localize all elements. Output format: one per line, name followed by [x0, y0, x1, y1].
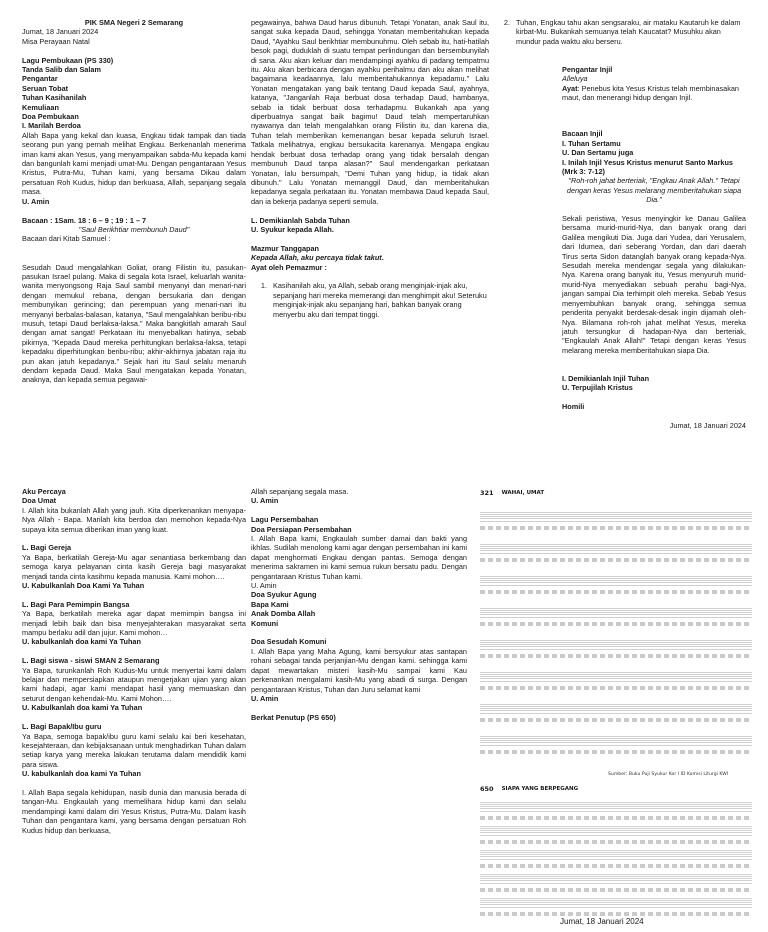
page2-column-2	[251, 487, 467, 722]
music-stave	[480, 850, 752, 861]
kyrie: Tuhan Kasihanilah	[22, 93, 87, 103]
lyric-line	[480, 590, 752, 594]
psalm-refrain-end: .	[381, 253, 384, 263]
verse-label: Ayat	[562, 83, 578, 93]
psalm-verse-2-number: 2.	[503, 18, 510, 27]
offertory-song: Lagu Persembahan	[251, 515, 319, 525]
hymn-650-header	[480, 786, 752, 793]
let-us-pray: I. Marilah Berdoa	[22, 121, 81, 131]
first-reading-from: Bacaan dari Kitab Samuel :	[22, 234, 111, 244]
music-stave	[480, 608, 752, 619]
psalm-verse-2	[494, 18, 746, 46]
mass-event: Misa Perayaan Natal	[22, 36, 90, 46]
lyric-line	[480, 686, 752, 690]
music-stave	[480, 898, 752, 909]
gloria: Kemuliaan	[22, 102, 59, 112]
mass-date: Jumat, 18 Januari 2024	[22, 27, 99, 37]
lyric-line	[480, 864, 752, 868]
page1-column-1	[22, 18, 246, 385]
closing-song: Berkat Penutup (PS 650)	[251, 712, 336, 722]
hymn-sheet-321	[480, 489, 752, 777]
first-reading-ref: Bacaan : 1Sam. 18 : 6 – 9 ; 19 : 1 – 7	[22, 215, 147, 225]
gospel-acclamation-heading: Pengantar Injil	[562, 65, 613, 75]
intention-students-text: Ya Bapa, turunkanlah Roh Kudus-Mu untuk menyertai kami dalam belajar dan mempersiapkan ataupun mengerjakan ujian yang akan kami hadapi, agar kami mendapat hasil yang memuaskan dan seturut dengan kehendak-Mu. Kami Mohon….	[22, 665, 246, 703]
hymn-321-number: 321	[480, 489, 494, 497]
offertory-prayer-heading: Doa Persiapan Persembahan	[251, 524, 352, 534]
psalm-verse-1-text: Kasihanilah aku, ya Allah, sebab orang menginjak-injak aku, sepanjang hari mereka memerangi dan menghimpit aku! Seteruku menginjak-injak aku sepanjang hari, bahkan banyak orang menyerbu aku dari tempat tinggi.	[273, 281, 487, 319]
gospel-of-the-lord: I. Demikianlah Injil Tuhan	[562, 373, 650, 383]
music-stave	[480, 544, 752, 555]
gospel-verse	[562, 84, 746, 103]
lyric-line	[480, 718, 752, 722]
psalm-refrain	[251, 253, 489, 262]
psalm-verse-2-text: Tuhan, Engkau tahu akan sengsaraku, air mataku Kautaruh ke dalam kirbat-Mu. Bukankah semuanya telah Kaucatat? Musuhku akan mundur pada waktu aku berseru.	[516, 18, 741, 46]
intention-church-response: U. Kabulkanlah Doa Kami Ya Tuhan	[22, 581, 145, 591]
first-reading-text: Sesudah Daud mengalahkan Goliat, orang Filistin itu, pasukan-pasukan Israel pulang. Maka di segala kota Israel, keluarlah wanita-wanita menyongsong Raja Saul sambil menyanyi dan menari-nari dengan memukul rebana, dengan bersukaria dan dengan membunyikan gerincing; dan perempuan yang menari-nari itu menyanyi berbalas-balasan, katanya, "Saul mengalahkan beribu-ribu musuh, tetapi Daud berlaksa-laksa." Maka bangkitlah amarah Saul dengan amat sangat! Perkataan itu menyebalkan hatinya, sebab pikirnya, "Kepada Daud mereka perhitungkan berlaksa-laksa, tetapi kepadaku diperhitungkan beribu-ribu; akhir-akhirnya jabatan raja itu pun akan jatuh kepadanya." Sejak hari itu Saul selalu menaruh dendam kepada Daud. Maka Saul mengatakan kepada Yonatan, anaknya, dan kepada semua pegawai-	[22, 262, 246, 385]
gospel-reference: I. Inilah Injil Yesus Kristus menurut Santo Markus (Mrk 3: 7-12)	[562, 157, 733, 177]
lyric-line	[480, 816, 752, 820]
intention-leaders-title: L. Bagi Para Pemimpin Bangsa	[22, 599, 130, 609]
hymn-source: Sumber: Buku Puji Syukur Kor I ID Komisi Liturgi KWI	[608, 772, 729, 777]
our-father: Bapa Kami	[251, 599, 289, 609]
gospel-heading: Bacaan Injil	[562, 129, 603, 139]
lyric-line	[480, 750, 752, 754]
hymn-sheet-650	[480, 786, 752, 926]
intention-church-title: L. Bagi Gereja	[22, 543, 72, 553]
prayers-of-faithful: Doa Umat	[22, 496, 57, 506]
alleluia: Alleluya	[562, 74, 588, 84]
intention-leaders-text: Ya Bapa, berkatilah mereka agar dapat memimpin bangsa ini menjadi lebih baik dan bisa menyejahterakan masyarakat serta mampu berlaku adil dan jujur. Kami mohon…	[22, 609, 246, 638]
lord-be-with-you: I. Tuhan Sertamu	[562, 138, 621, 148]
intention-leaders-response: U. kabulkanlah doa kami Ya Tuhan	[22, 637, 141, 647]
psalm-verse-label: Ayat oleh Pemazmur :	[251, 262, 327, 272]
music-stave	[480, 874, 752, 885]
lyric-line	[480, 622, 752, 626]
sign-of-cross: Tanda Salib dan Salam	[22, 65, 101, 75]
psalm-refrain-text: Kepada Allah, aku percaya tidak takut	[251, 253, 382, 263]
lyric-line	[480, 912, 752, 916]
first-reading-quote: "Saul Berikhtiar membunuh Daud"	[78, 224, 190, 234]
word-of-god: L. Demikianlah Sabda Tuhan	[251, 215, 350, 225]
amen-1: U. Amin	[251, 496, 279, 506]
prayers-intro: I. Allah kita bukanlah Allah yang jauh. Kita diperkenankan menyapa-Nya Allah - Bapa. Marilah kita berdoa dan memohon kepada-Nya supaya kita semua diberikan iman yang kuat.	[22, 505, 246, 534]
opening-prayer-heading: Doa Pembukaan	[22, 112, 79, 122]
eucharistic-prayer: Doa Syukur Agung	[251, 590, 317, 600]
offertory-prayer-text: I. Allah Bapa kami, Engkaulah sumber damai dan bakti yang ikhlas. Sudilah menolong kami agar dengan persembahan ini kami dapat menghormati Engkau dengan pantas. Semoga dengan menerima sakramen ini kami semua rukun bersatu padu. Dengan pengantaraan Kristus Tuhan kami.	[251, 534, 467, 581]
amen-response: U. Amin	[22, 196, 50, 206]
post-communion-text: I. Allah Bapa yang Maha Agung, kami bersyukur atas santapan rohani sebagai tanda perjanjian-Mu dengan kami. sehingga kami dapat mewartakan misteri kasih-Mu sampai kami Kau perkenankan mengalami kasih-Mu yang abadi di surga. Dengan pengantaraan Kristus, Tuhan dan Juru selamat kami	[251, 646, 467, 694]
intention-teachers-text: Ya Bapa, semoga bapak/ibu guru kami selalu kai beri kesehatan, kesejahteraan, dan kebijaksanaan untuk menghadirkan Tuhan dalam setiap karya yang mereka lakukan terutama dalam mendidik kami para siswa.	[22, 731, 246, 769]
psalm-verse-1	[251, 281, 489, 319]
post-communion-heading: Doa Sesudah Komuni	[251, 637, 327, 647]
gospel-text: Sekali peristiwa, Yesus menyingkir ke Danau Galilea bersama murid-murid-Nya, dan banyak orang dari Galilea mengikuti Dia. Juga dari Yudea, dari Yerusalem, dari Idumea, dari seberang Yordan, dan dari daerah Tirus serta Sidon datanglah banyak orang kepada-Nya. Sesudah mereka mendengar segala yang dilakukan-Nya. Karena orang banyak itu, Yesus menyuruh murid-murid-Nya menyediakan sebuah perahu bagi-Nya, jangan sampai Dia terhimpit oleh mereka. Sebab Yesus menyembuhkan banyak orang, sehingga semua penderita penyakit berdesak-desak ingin dijamah oleh-Nya. Bilamana roh-roh jahat melihat Yesus, mereka jatuh tersungkur di hadapan-Nya dan berteriak, "Engkaulah Anak Allah!" Tetapi dengan keras Yesus melarang mereka memberitahukan siapa Dia.	[562, 214, 746, 355]
amen-2: U. Amin	[251, 581, 277, 591]
lyric-line	[480, 526, 752, 530]
amen-3: U. Amin	[251, 693, 279, 703]
music-stave	[480, 826, 752, 837]
prayers-closing: I. Allah Bapa segala kehidupan, nasib dunia dan manusia berada di tangan-Mu. Engkaulah yang memelihara hidup kami dan selalu mendampingi kami dalam diri Yesus Kristus, Putra-Mu. Dalam kasih Tuhan dan pengantara kami, yang bersama dengan persatuan Roh Kudus hidup dan berkuasa,	[22, 787, 246, 835]
page1-column-3b	[562, 120, 746, 430]
lyric-line	[480, 840, 752, 844]
hymn-650-title: SIAPA YANG BERPEGANG	[501, 786, 579, 792]
opening-prayer-text: Allah Bapa yang kekal dan kuasa, Engkau tidak tampak dan tiada seorang pun yang pernah melihat Engkau. Berkenanlah menerima iman kami akan Yesus, yang menyampaikan sabda-Mu kepada kami dan bangunlah kami menjadi umat-Mu. Dengan pengantaraan Yesus Kristus, Putra-Mu, Tuhan kami, yang bersama Dikau dalam persatuan Roh Kudus, hidup dan berkuasa, Allah, sepanjang segala masa.	[22, 130, 246, 197]
prayers-closing-continued: Allah sepanjang segala masa.	[251, 487, 349, 496]
page1-footer-date: Jumat, 18 Januari 2024	[669, 420, 746, 430]
intention-students-response: U. Kabulkanlah doa kami Ya Tuhan	[22, 703, 143, 713]
lamb-of-god: Anak Domba Allah	[251, 609, 316, 619]
penitential-rite: Seruan Tobat	[22, 83, 69, 93]
intention-teachers-response: U. kabulkanlah doa kami Ya Tuhan	[22, 769, 141, 779]
first-reading-continued: pegawainya, bahwa Daud harus dibunuh. Tetapi Yonatan, anak Saul itu, sangat suka kepada Daud, sehingga Yonatan memberitahukan kepada Daud, "Ayahku Saul berikhtiar membunuhmu. Oleh sebab itu, hati-hatilah besok pagi, duduklah di suatu tempat perlindungan dan bersembunyilah di sana. Aku akan keluar dan mendampingi ayahku di padang tempatmu itu. Aku akan berbicara dengan ayahku perihalmu dan aku akan melihat bagaimana keadaannya, lalu memberitahukannya kepadamu." Lalu Yonatan mengatakan yang baik tentang Daud kepada Saul, ayahnya, katanya, "Janganlah Raja berbuat dosa terhadap Daud, hambanya, sebab ia tidak berbuat dosa terhadapmu. Bukankah apa yang diperbuatnya sangat baik bagimu! Daud telah mempertaruhkan nyawanya dan telah mengalahkan orang Filistin itu, dan karena dia, Tuhan telah memberikan kemenangan besar kepada seluruh Israel. Tatkala melihatnya, engkau bersukacita karenanya. Mengapa engkau hendak berbuat dosa terhadap orang yang tidak bersalah dengan membunuh Daud tanpa alasan?" Saul mendengarkan perkataan Yonatan, lalu bersumpah, "Demi Tuhan yang hidup, ia tidak akan dibunuh." Lalu Yonatan memanggil Daud, dan memberitahukan kepadanya segala perkataan itu. Yonatan membawa Daud kepada Saul, dan ia bekerja padanya seperti semula.	[251, 18, 489, 206]
music-stave	[480, 640, 752, 651]
hymn-321-header	[480, 490, 752, 497]
communion: Komuni	[251, 618, 279, 628]
homily: Homili	[562, 402, 585, 412]
psalm-verse-1-number: 1.	[260, 281, 267, 291]
intention-church-text: Ya Bapa, berkatilah Gereja-Mu agar senantiasa berkembang dan semoga karya pelayanan cinta kasih Gereja bagi masyarakat menjadi tanda cinta kasihmu kepada manusia. Kami mohon….	[22, 552, 246, 581]
page1-column-2	[251, 18, 489, 319]
and-with-your-spirit: U. Dan Sertamu juga	[562, 148, 634, 158]
music-stave	[480, 736, 752, 747]
music-stave	[480, 672, 752, 683]
hymn-321-title: WAHAI, UMAT	[501, 490, 545, 496]
praise-to-christ: U. Terpujilah Kristus	[562, 383, 633, 393]
page2-column-1	[22, 487, 246, 835]
page2-footer-date: Jumat, 18 Januari 2024	[560, 917, 644, 926]
music-stave	[480, 576, 752, 587]
page1-column-3	[494, 18, 746, 103]
verse-text: : Penebus kita Yesus Kristus telah membinasakan maut, dan menerangi hidup dengan Injil.	[562, 83, 739, 103]
intention-teachers-title: L. Bagi Bapak/Ibu guru	[22, 722, 102, 732]
music-stave	[480, 512, 752, 523]
thanks-be-to-god: U. Syukur kepada Allah.	[251, 224, 334, 234]
music-stave	[480, 802, 752, 813]
intention-students-title: L. Bagi siswa - siswi SMAN 2 Semarang	[22, 656, 160, 666]
gospel-quote: "Roh-roh jahat berteriak, "Engkau Anak Allah." Tetapi dengan keras Yesus melarang memberitahukan siapa Dia."	[566, 176, 742, 205]
hymn-650-number: 650	[480, 785, 494, 793]
lyric-line	[480, 558, 752, 562]
lyric-line	[480, 654, 752, 658]
opening-song: Lagu Pembukaan (PS 330)	[22, 55, 114, 65]
creed: Aku Percaya	[22, 487, 66, 496]
psalm-heading: Mazmur Tanggapan	[251, 243, 319, 253]
music-stave	[480, 704, 752, 715]
introduction: Pengantar	[22, 74, 58, 84]
lyric-line	[480, 888, 752, 892]
school-name: PIK SMA Negeri 2 Semarang	[84, 18, 184, 27]
